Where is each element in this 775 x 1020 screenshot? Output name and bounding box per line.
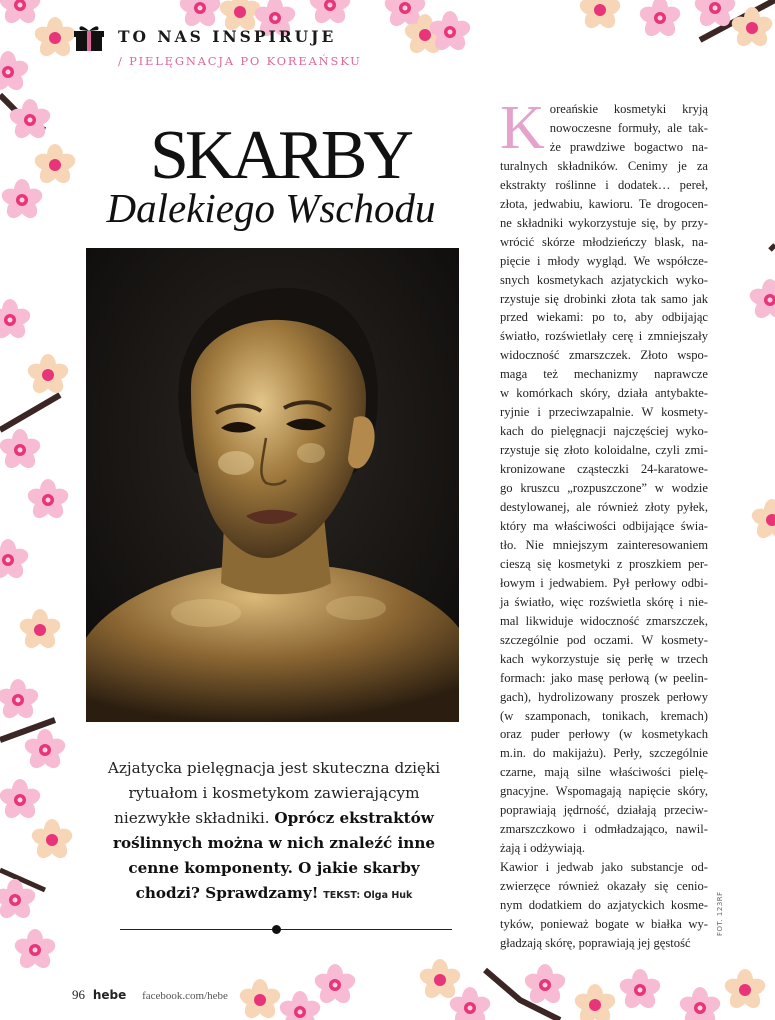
body-line: Kawior i jedwab jako substancje od- <box>500 860 708 875</box>
body-line: formach: jako masę perłową (w peelin- <box>500 670 708 685</box>
section-title: TO NAS INSPIRUJE <box>118 27 337 46</box>
body-line: (w szamponach, tonikach, kremach) <box>500 708 708 723</box>
body-line: złota, jedwabiu, kawioru. Te drogocen- <box>500 196 708 211</box>
author-credit: TEKST: Olga Huk <box>323 890 413 901</box>
body-line: rzystuje się drobinki złota tak samo jak <box>500 291 708 306</box>
headline: SKARBY <box>150 117 410 194</box>
body-line: maga też mechanizmy naprawcze <box>500 367 708 382</box>
page-footer <box>72 987 228 1003</box>
body-line: poprawiają jędrność, działają przeciw- <box>500 803 708 818</box>
body-line: wrócić skórze młodzieńczy blask, na- <box>500 234 708 249</box>
body-line: żają i odżywiają. <box>500 841 585 856</box>
body-line: czarne, mają silne właściwości pielę- <box>500 765 708 780</box>
body-line: mal likwiduje widoczność zmarszczek, <box>500 613 708 628</box>
body-line: kronizowane cząsteczki 24-karatowe- <box>500 462 708 477</box>
gold-painted-model-photo <box>86 248 459 722</box>
divider-line <box>120 929 452 930</box>
body-line: tło. Nie mniejszym zainteresowaniem <box>500 537 708 552</box>
body-line: snych kosmetykach azjatyckich wyko- <box>500 272 708 287</box>
body-line: nym dodatkiem do azjatyckich kosme- <box>500 898 708 913</box>
body-line: ja światło, więc rozświetla skórę i nie- <box>500 594 708 609</box>
body-line: gnacyjne. Wspomagają napięcie skóry, <box>500 784 708 799</box>
headline-subtitle: Dalekiego Wschodu <box>106 185 436 231</box>
body-line: gładzają skórę, poprawiają jej gęstość <box>500 935 691 950</box>
body-line: który ma właściwości odbijające świa- <box>500 518 708 533</box>
body-line: zwierzęce również okazały się cenio- <box>500 879 708 894</box>
body-line: widoczność zmarszczek. Złoto wspo- <box>500 348 708 363</box>
body-line: kach wykorzystuje się perłę w trzech <box>500 651 708 666</box>
photo-credit: FOT. 123RF <box>716 891 724 936</box>
body-line: rzystuje się złoto koloidalne, czyli zmi- <box>500 443 708 458</box>
body-line: gach), hydrolizowany proszek perłowy <box>500 689 708 704</box>
body-line: nowoczesne formuły, ale tak- <box>549 120 708 135</box>
body-line: ryjnie i przeciwzapalnie. W kosmety- <box>500 405 708 420</box>
body-line: m.in. do makijażu). Perły, szczególnie <box>500 746 708 761</box>
body-line: kach do pielęgnacji najczęściej wyko- <box>500 424 708 439</box>
body-line: światło, rozświetlały cerę i zmniejszały <box>500 329 708 344</box>
body-line: szczególnie pod oczami. W kosmety- <box>500 632 708 647</box>
divider-dot <box>272 925 281 934</box>
body-line: oreańskie kosmetyki kryją <box>549 102 708 116</box>
section-subtitle: / PIELĘGNACJA PO KOREAŃSKU <box>118 54 362 68</box>
drop-cap: K <box>500 94 545 162</box>
lead-bold-text: Oprócz ekstraktów roślinnych można w nich znaleźć inne cenne komponenty. O jakie skarby chodzi? Sprawdzamy! <box>112 809 436 902</box>
body-line: oraz puder perłowy (w kosmetykach <box>500 727 708 742</box>
body-line: że prawdziwe bogactwo na- <box>549 139 708 154</box>
body-line: zmarszczkowo i odmładzająco, nawil- <box>500 822 708 837</box>
body-line: cieszą się kosmetyki z proszkiem per- <box>500 556 708 571</box>
body-line: przed wiekami: po to, aby odbijając <box>500 310 708 325</box>
body-line: ekstrakty roślinne i dodatek… pereł, <box>500 177 708 192</box>
lead-paragraph <box>96 756 452 908</box>
body-line: pięcie i młody wygląd. We współcze- <box>500 253 708 268</box>
body-line: go kruszcu „rozpuszczone” w wodzie <box>500 481 708 496</box>
body-line: turalnych składników. Cenimy je za <box>500 158 708 173</box>
body-line: destylowanej, ale również złoty pyłek, <box>500 500 708 515</box>
page-number: 96 <box>72 987 85 1002</box>
body-line: tyków, ponieważ bogate w białka wy- <box>500 916 708 931</box>
body-line: łowym i jedwabiem. Pył perłowy odbi- <box>500 575 708 590</box>
gift-icon <box>72 22 106 52</box>
body-line: ne składniki wykorzystuje się, by przy- <box>500 215 708 230</box>
article-body <box>500 94 708 953</box>
lead-text: Azjatycka pielęgnacja jest skuteczna dzięki rytuałom i kosmetykom zawierającym niezwykłe składniki. <box>107 759 441 827</box>
body-line: w komórkach skóry, działa antybakte- <box>500 386 708 401</box>
magazine-name: hebe <box>92 988 127 1002</box>
facebook-link[interactable]: facebook.com/hebe <box>142 990 228 1002</box>
